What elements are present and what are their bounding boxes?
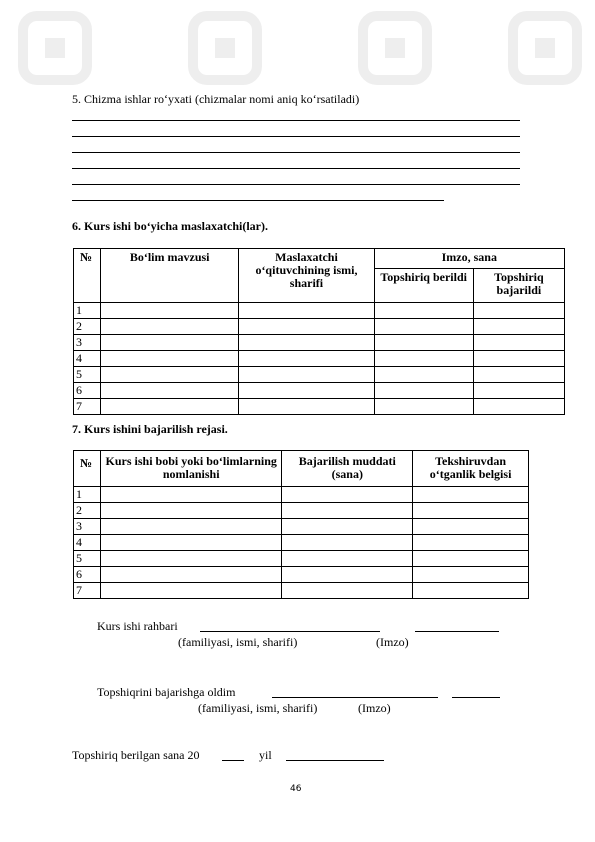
accepted-caption-sign: (Imzo): [358, 701, 391, 715]
table-row: 7: [74, 399, 565, 415]
table-row: 3: [74, 519, 529, 535]
col-done-header: Topshiriq bajarildi: [473, 269, 564, 303]
date-year-line: [222, 760, 244, 761]
watermark-icon: [185, 8, 265, 88]
supervisor-caption-sign: (Imzo): [376, 635, 409, 649]
col-stages-header: Kurs ishi bobi yoki bo‘limlarning nomlanishi: [100, 451, 282, 487]
col-topic-header: Bo‘lim mavzusi: [101, 249, 239, 303]
watermark-icon: [355, 8, 435, 88]
table-row: 1: [74, 487, 529, 503]
section6-title: 6. Kurs ishi bo‘yicha maslaxatchi(lar).: [72, 219, 269, 233]
blank-line: [72, 168, 520, 169]
table-row: 4: [74, 351, 565, 367]
supervisor-sign-line: [415, 631, 499, 632]
blank-line: [72, 152, 520, 153]
table-row: 3: [74, 335, 565, 351]
col-given-header: Topshiriq berildi: [374, 269, 473, 303]
date-year-label: yil: [259, 748, 272, 762]
watermark-icon: [15, 8, 95, 88]
accepted-label: Topshiqrini bajarishga oldim: [97, 685, 236, 699]
watermark-icon: [505, 8, 585, 88]
blank-line: [72, 136, 520, 137]
col-num-header: №: [74, 249, 101, 303]
table-row: 4: [74, 535, 529, 551]
section5-title: 5. Chizma ishlar ro‘yxati (chizmalar nomi aniq ko‘rsatiladi): [72, 92, 360, 106]
date-prefix: Topshiriq berilgan sana 20: [72, 748, 200, 762]
blank-line: [72, 120, 520, 121]
table-row: 1: [74, 303, 565, 319]
accepted-name-line: [272, 697, 438, 698]
supervisor-label: Kurs ishi rahbari: [97, 619, 178, 633]
col-consultant-header: Maslaxatchi o‘qituvchining ismi, sharifi: [239, 249, 374, 303]
plan-table: [73, 450, 529, 599]
table-row: 5: [74, 551, 529, 567]
page-number: 46: [290, 784, 302, 794]
table-row: 2: [74, 319, 565, 335]
accepted-sign-line: [452, 697, 500, 698]
table-row: 6: [74, 383, 565, 399]
col-check-header: Tekshiruvdan o‘tganlik belgisi: [413, 451, 529, 487]
date-line: [286, 760, 384, 761]
col-signature-header: Imzo, sana: [374, 249, 564, 269]
table-row: 5: [74, 367, 565, 383]
col-num-header: №: [74, 451, 101, 487]
col-deadline-header: Bajarilish muddati (sana): [282, 451, 413, 487]
table-row: 6: [74, 567, 529, 583]
blank-line: [72, 184, 520, 185]
blank-line: [72, 200, 444, 201]
accepted-caption-name: (familiyasi, ismi, sharifi): [198, 701, 318, 715]
supervisor-caption-name: (familiyasi, ismi, sharifi): [178, 635, 298, 649]
consultants-table: [73, 248, 565, 415]
section7-title: 7. Kurs ishini bajarilish rejasi.: [72, 422, 228, 436]
supervisor-name-line: [200, 631, 380, 632]
table-row: 2: [74, 503, 529, 519]
table-row: 7: [74, 583, 529, 599]
